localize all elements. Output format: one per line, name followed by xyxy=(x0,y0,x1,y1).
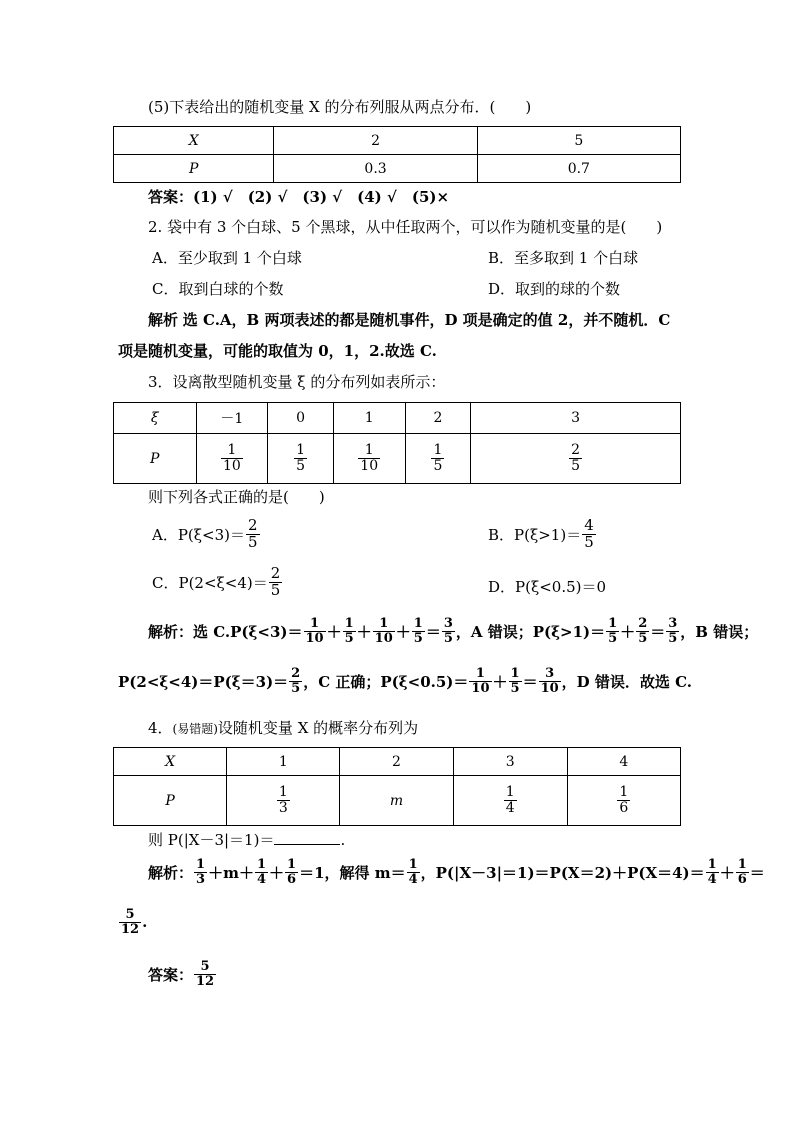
table-cell: X xyxy=(114,127,274,155)
table-cell xyxy=(268,434,334,484)
q3-option-c: C．P(2<ξ<4)＝ $\frac{2}{5}$ xyxy=(152,564,281,599)
table-cell: 3 xyxy=(453,748,567,776)
table-cell: ξ xyxy=(114,403,197,434)
q4-stem: 4．(易错题)设随机变量 X 的概率分布列为 xyxy=(148,719,419,737)
solution-text: 选 C.A，B 两项表述的都是随机事件，D 项是确定的值 2，并不随机．C xyxy=(182,311,671,329)
table-cell xyxy=(196,434,268,484)
fraction: $\frac{2}{5}$ xyxy=(571,442,581,474)
table-cell: 0 xyxy=(268,403,334,434)
q3-solution-line2: P(2<ξ<4)＝P(ξ＝3)＝ $\frac{2}{5}$ ，C 正确；P(ξ<0.5)＝ $\frac{1}{10}$ ＋ $\frac{1}{5}$ ＝ $\frac{3}{10}$ ，D 错误．故选 C. xyxy=(118,666,693,696)
fraction: $\frac{1}{5}$ xyxy=(433,442,443,474)
q2-solution-line1 xyxy=(148,310,670,330)
fraction: $\frac{5}{12}$ xyxy=(121,907,140,937)
table-cell xyxy=(333,434,405,484)
q4-solution-line1: 解析： $\frac{1}{3}$ ＋m＋ $\frac{1}{4}$ ＋ $\frac{1}{6}$ ＝1，解得 m＝ $\frac{1}{4}$ ，P(|X－3|＝1)＝P(X＝2)＋P(X＝4)＝ $\frac{1}{4}$ ＋ $\frac{1}{6}$ ＝ xyxy=(148,857,765,887)
q5-answer: 答案：(1) √ (2) √ (3) √ (4) √ (5)× xyxy=(148,188,450,206)
q2-stem: 2. 袋中有 3 个白球、5 个黑球，从中任取两个，可以作为随机变量的是( ) xyxy=(148,218,663,236)
fraction: $\frac{5}{12}$ xyxy=(196,959,215,989)
q4-solution-result: $\frac{5}{12}$ . xyxy=(121,907,148,937)
table-cell: 0.7 xyxy=(477,155,680,183)
q2-option-d: D．取到的球的个数 xyxy=(488,280,621,298)
table-cell xyxy=(405,434,471,484)
solution-label: 解析 xyxy=(148,311,179,329)
fraction: $\frac{2}{5}$ xyxy=(270,564,281,599)
q2-solution-line2: 项是随机变量，可能的取值为 0，1，2.故选 C. xyxy=(118,342,437,360)
q5-stem: (5)下表给出的随机变量 X 的分布列服从两点分布．( ) xyxy=(148,98,532,116)
answer-blank[interactable] xyxy=(274,830,340,845)
fraction: $\frac{1}{10}$ xyxy=(360,442,379,474)
table-cell: m xyxy=(340,776,453,826)
fraction: $\frac{1}{10}$ xyxy=(222,442,241,474)
q2-option-b: B．至多取到 1 个白球 xyxy=(488,249,639,267)
table-cell: 5 xyxy=(477,127,680,155)
q3-option-a: A．P(ξ<3)＝ $\frac{2}{5}$ xyxy=(152,516,258,551)
table-cell: 0.3 xyxy=(274,155,477,183)
q3-question: 则下列各式正确的是( ) xyxy=(148,488,325,506)
q4-answer: 答案： $\frac{5}{12}$ xyxy=(148,959,215,989)
q4-question: 则 P(|X－3|＝1)＝ . xyxy=(148,831,346,849)
fraction: $\frac{4}{5}$ xyxy=(584,516,594,551)
table-cell: －1 xyxy=(196,403,268,434)
table-cell: 2 xyxy=(340,748,453,776)
table-cell: P xyxy=(114,434,197,484)
table-cell: 1 xyxy=(227,748,340,776)
q2-option-c: C．取到白球的个数 xyxy=(152,280,284,298)
table-cell: 4 xyxy=(567,748,680,776)
q4-table xyxy=(113,747,681,826)
fraction: $\frac{1}{6}$ xyxy=(619,784,629,816)
table-cell: 3 xyxy=(471,403,681,434)
table-cell: P xyxy=(114,776,227,826)
table-cell xyxy=(471,434,681,484)
q3-table xyxy=(113,402,681,484)
q2-option-a: A．至少取到 1 个白球 xyxy=(152,249,302,267)
q3-option-b: B．P(ξ>1)＝ $\frac{4}{5}$ xyxy=(488,516,594,551)
table-cell: 1 xyxy=(333,403,405,434)
fraction: $\frac{1}{4}$ xyxy=(505,784,515,816)
table-cell: X xyxy=(114,748,227,776)
q3-option-d: D．P(ξ<0.5)＝0 xyxy=(488,578,607,596)
table-cell xyxy=(567,776,680,826)
q3-stem: 3．设离散型随机变量 ξ 的分布列如表所示： xyxy=(148,373,446,391)
fraction: $\frac{2}{5}$ xyxy=(248,516,258,551)
table-cell: 2 xyxy=(405,403,471,434)
table-cell xyxy=(227,776,340,826)
q5-table xyxy=(113,126,681,183)
q3-solution-line1: 解析：选 C.P(ξ<3)＝ $\frac{1}{10}$ ＋ $\frac{1}{5}$ ＋ $\frac{1}{10}$ ＋ $\frac{1}{5}$ ＝ $\frac{3}{5}$ ，A 错误；P(ξ>1)＝ $\frac{1}{5}$ ＋ $\frac{2}{5}$ ＝ $\frac{3}{5}$ ，B 错误； xyxy=(148,616,759,646)
table-cell xyxy=(453,776,567,826)
q4-tag: (易错题) xyxy=(172,722,218,736)
table-cell: 2 xyxy=(274,127,477,155)
fraction: $\frac{1}{5}$ xyxy=(296,442,305,474)
fraction: $\frac{1}{3}$ xyxy=(278,784,288,816)
table-cell: P xyxy=(114,155,274,183)
